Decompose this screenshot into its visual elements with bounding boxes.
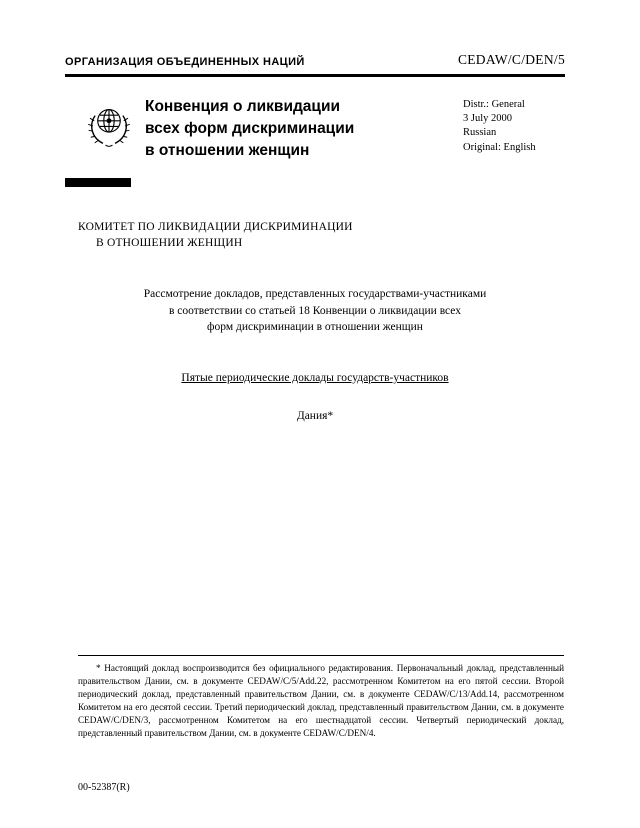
convention-title-line3: в отношении женщин xyxy=(145,142,310,159)
organization-name: ОРГАНИЗАЦИЯ ОБЪЕДИНЕННЫХ НАЦИЙ xyxy=(65,56,305,68)
section-heading xyxy=(65,372,565,384)
separator-bar xyxy=(65,178,131,187)
footnote: * Настоящий доклад воспроизводится без официального редактирования. Первоначальный доклад, представленный правительством Дании, см. в документе CEDAW/C/5/Add.22, рассмотренном Комитетом на его пятой сессии. Второй периодический доклад, представленный правительством Дании, см. в документе CEDAW/C/13/Add.14, рассмотренном Комитетом на его десятой сессии. Третий периодический доклад, представленный правительством Дании, см. в документе CEDAW/C/DEN/3, рассмотренном Комитетом на его шестнадцатой сессии. Четвертый периодический доклад, представленный правительством Дании, см. в документе CEDAW/C/DEN/4. xyxy=(78,655,564,740)
document-symbol: CEDAW/C/DEN/5 xyxy=(457,52,565,67)
un-emblem-icon xyxy=(83,100,135,152)
distr-type: Distr.: General xyxy=(463,99,525,110)
convention-title-line1: Конвенция о ликвидации xyxy=(145,98,341,115)
consideration-paragraph xyxy=(65,286,565,336)
distr-language: Russian xyxy=(463,127,497,139)
convention-title-line2: всех форм дискриминации xyxy=(145,120,355,137)
committee-heading-line2: В ОТНОШЕНИИ ЖЕНЩИН xyxy=(96,236,243,249)
consideration-line3: форм дискриминации в отношении женщин xyxy=(207,321,423,334)
consideration-line2: в соответствии со статьей 18 Конвенции о ликвидации всех xyxy=(169,304,461,317)
distribution-info xyxy=(463,98,573,155)
distr-original: Original: English xyxy=(463,141,536,153)
footer-doc-number: 00-52387(R) xyxy=(78,782,130,793)
convention-title xyxy=(145,96,445,162)
committee-heading xyxy=(78,220,353,251)
document-header xyxy=(65,52,565,77)
country-name: Дания* xyxy=(296,410,334,422)
consideration-line1: Рассмотрение докладов, представленных государствами-участниками xyxy=(143,288,487,300)
committee-heading-line1: КОМИТЕТ ПО ЛИКВИДАЦИИ ДИСКРИМИНАЦИИ xyxy=(78,221,353,233)
section-heading-text: Пятые периодические доклады государств-участников xyxy=(181,372,449,384)
distr-date: 3 July 2000 xyxy=(463,113,513,125)
